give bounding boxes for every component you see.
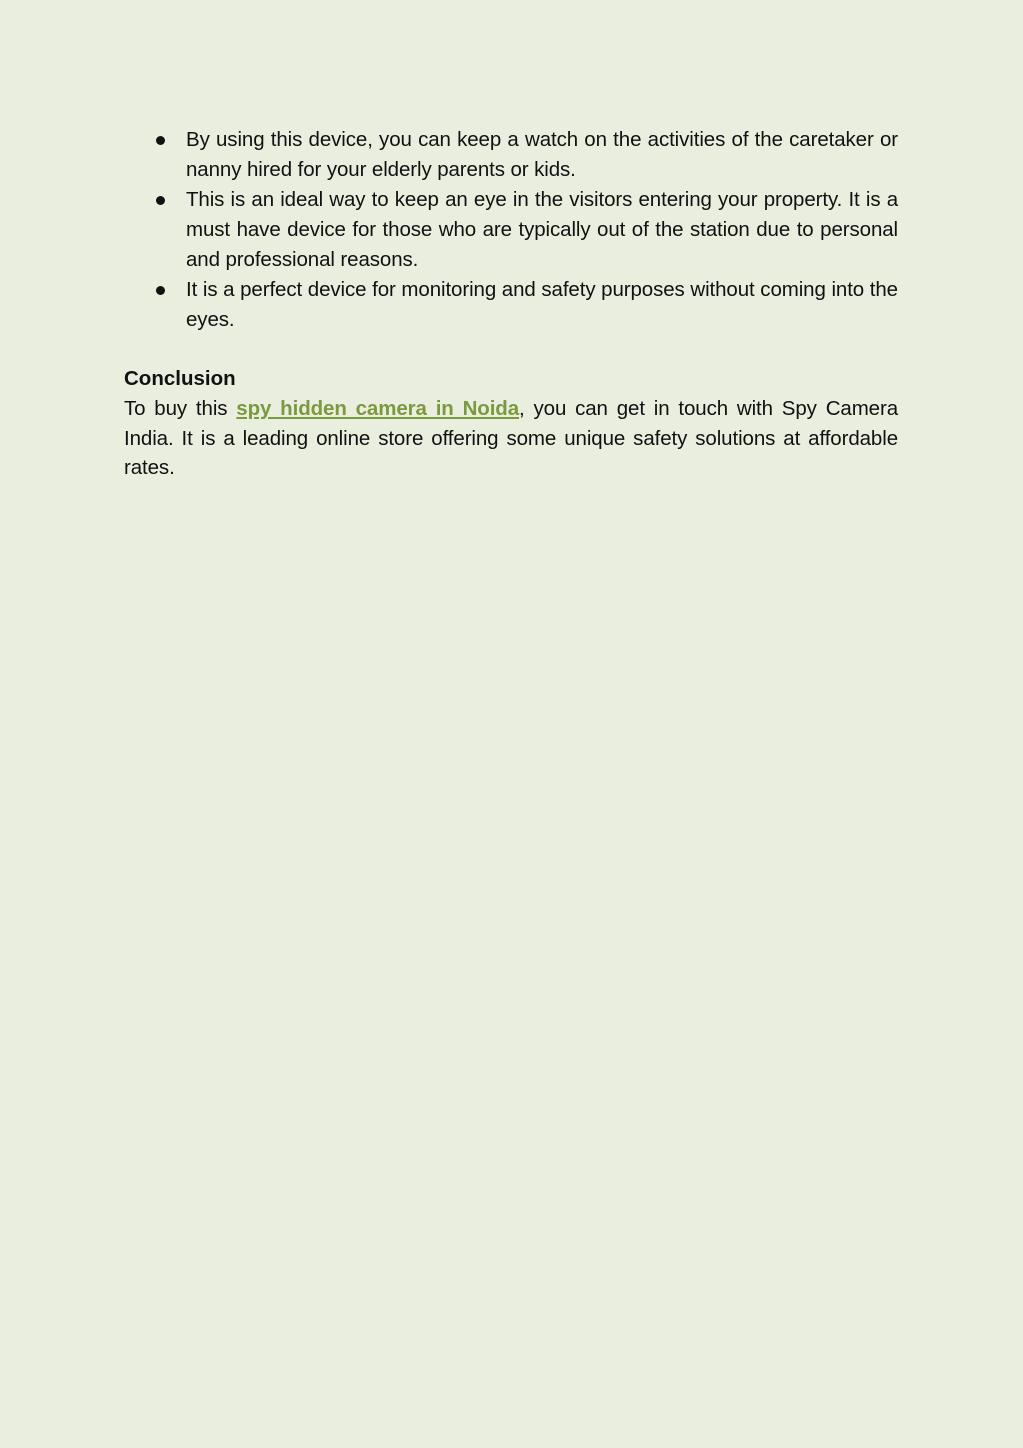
list-item — [124, 275, 898, 335]
bullet-icon — [156, 196, 165, 205]
list-item-text: It is a perfect device for monitoring and safety purposes without coming into the eyes. — [186, 278, 898, 331]
benefits-list — [124, 125, 898, 335]
conclusion-section — [124, 364, 898, 483]
conclusion-text-after: , you can get in touch with Spy Camera India. It is a leading online store offering some unique safety solutions at affordable rates. — [124, 397, 899, 479]
list-item-text: By using this device, you can keep a watch on the activities of the caretaker or nanny hired for your elderly parents or kids. — [186, 128, 898, 181]
conclusion-paragraph — [124, 394, 898, 483]
conclusion-heading: Conclusion — [124, 367, 236, 390]
bullet-icon — [156, 286, 165, 295]
conclusion-text-before: To buy this — [124, 397, 237, 420]
spy-hidden-camera-link[interactable]: spy hidden camera in Noida — [236, 397, 520, 420]
list-item — [124, 125, 898, 185]
document-page — [124, 125, 898, 483]
bullet-icon — [156, 136, 165, 145]
list-item — [124, 185, 898, 275]
list-item-text: This is an ideal way to keep an eye in the visitors entering your property. It is a must have device for those who are typically out of the station due to personal and professional reasons. — [186, 188, 898, 271]
